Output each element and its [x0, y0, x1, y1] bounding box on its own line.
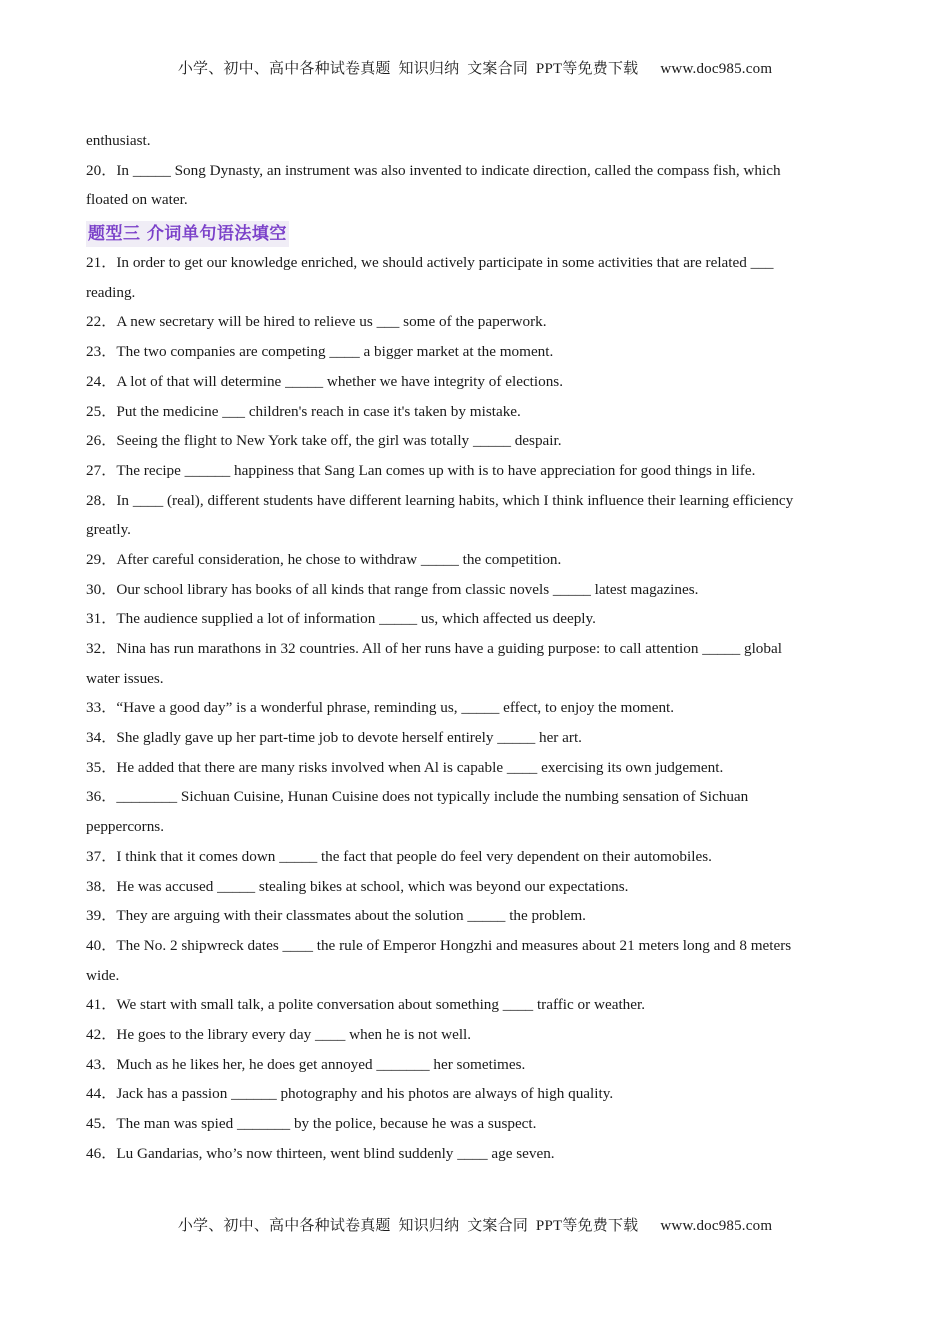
question-28: [86, 491, 866, 550]
question-line: reading.: [86, 283, 136, 301]
document-body: [86, 131, 866, 1173]
question-20-line-2: floated on water.: [86, 191, 188, 209]
question-43: 43．Much as he likes her, he does get annoyed _______ her sometimes.: [86, 1055, 526, 1073]
question-25: 25．Put the medicine ___ children's reach in case it's taken by mistake.: [86, 402, 521, 420]
question-list: [86, 253, 866, 1173]
question-39: 39．They are arguing with their classmates about the solution _____ the problem.: [86, 907, 586, 925]
question-40: [86, 936, 866, 995]
footer-text: 小学、初中、高中各种试卷真题 知识归纳 文案合同 PPT等免费下载: [177, 1218, 639, 1234]
footer-site: www.doc985.com: [660, 1218, 773, 1234]
text-line: enthusiast.: [86, 132, 151, 149]
question-line: 36．________ Sichuan Cuisine, Hunan Cuisine does not typically include the numbing sensation of Sichuan: [86, 788, 749, 806]
question-32: [86, 639, 866, 698]
question-46: 46．Lu Gandarias, who’s now thirteen, went blind suddenly ____ age seven.: [86, 1144, 555, 1162]
page-footer: [0, 1214, 950, 1235]
page-header: [0, 57, 950, 78]
question-42: 42．He goes to the library every day ____ when he is not well.: [86, 1025, 472, 1043]
question-24: 24．A lot of that will determine _____ whether we have integrity of elections.: [86, 372, 564, 390]
question-line: 40．The No. 2 shipwreck dates ____ the rule of Emperor Hongzhi and measures about 21 meters long and 8 meters: [86, 936, 792, 954]
question-37: 37．I think that it comes down _____ the fact that people do feel very dependent on their automobiles.: [86, 847, 712, 865]
question-33: 33．“Have a good day” is a wonderful phrase, reminding us, _____ effect, to enjoy the moment.: [86, 699, 675, 717]
question-45: 45．The man was spied _______ by the police, because he was a suspect.: [86, 1115, 537, 1132]
question-line: 32．Nina has run marathons in 32 countries. All of her runs have a guiding purpose: to call attention _____ global: [86, 640, 782, 657]
question-38: 38．He was accused _____ stealing bikes at school, which was beyond our expectations.: [86, 877, 629, 895]
question-line: peppercorns.: [86, 818, 165, 836]
question-line: 28．In ____ (real), different students have different learning habits, which I think influence their learning efficiency: [86, 491, 794, 509]
question-36: [86, 787, 866, 846]
question-27: 27．The recipe ______ happiness that Sang Lan comes up with is to have appreciation for good things in life.: [86, 461, 756, 479]
question-line: greatly.: [86, 521, 131, 539]
section-heading: 题型三 介词单句语法填空: [86, 221, 289, 247]
question-31: 31．The audience supplied a lot of information _____ us, which affected us deeply.: [86, 610, 596, 628]
question-20-line-1: 20．In _____ Song Dynasty, an instrument was also invented to indicate direction, called the compass fish, which: [86, 161, 781, 179]
question-41: 41．We start with small talk, a polite conversation about something ____ traffic or weather.: [86, 996, 646, 1014]
question-21: [86, 253, 866, 312]
question-35: 35．He added that there are many risks involved when Al is capable ____ exercising its own judgement.: [86, 758, 724, 776]
question-26: 26．Seeing the flight to New York take off, the girl was totally _____ despair.: [86, 432, 562, 450]
question-34: 34．She gladly gave up her part-time job to devote herself entirely _____ her art.: [86, 729, 582, 747]
question-line: water issues.: [86, 669, 164, 687]
question-29: 29．After careful consideration, he chose to withdraw _____ the competition.: [86, 550, 562, 568]
question-22: 22．A new secretary will be hired to relieve us ___ some of the paperwork.: [86, 313, 547, 331]
header-site: www.doc985.com: [660, 61, 773, 77]
question-line: wide.: [86, 966, 120, 984]
header-text: 小学、初中、高中各种试卷真题 知识归纳 文案合同 PPT等免费下载: [177, 61, 639, 77]
question-line: 21．In order to get our knowledge enriched, we should actively participate in some activities that are related ___: [86, 254, 774, 272]
question-30: 30．Our school library has books of all kinds that range from classic novels _____ latest magazines.: [86, 580, 699, 598]
question-23: 23．The two companies are competing ____ a bigger market at the moment.: [86, 343, 554, 361]
question-44: 44．Jack has a passion ______ photography and his photos are always of high quality.: [86, 1085, 614, 1103]
